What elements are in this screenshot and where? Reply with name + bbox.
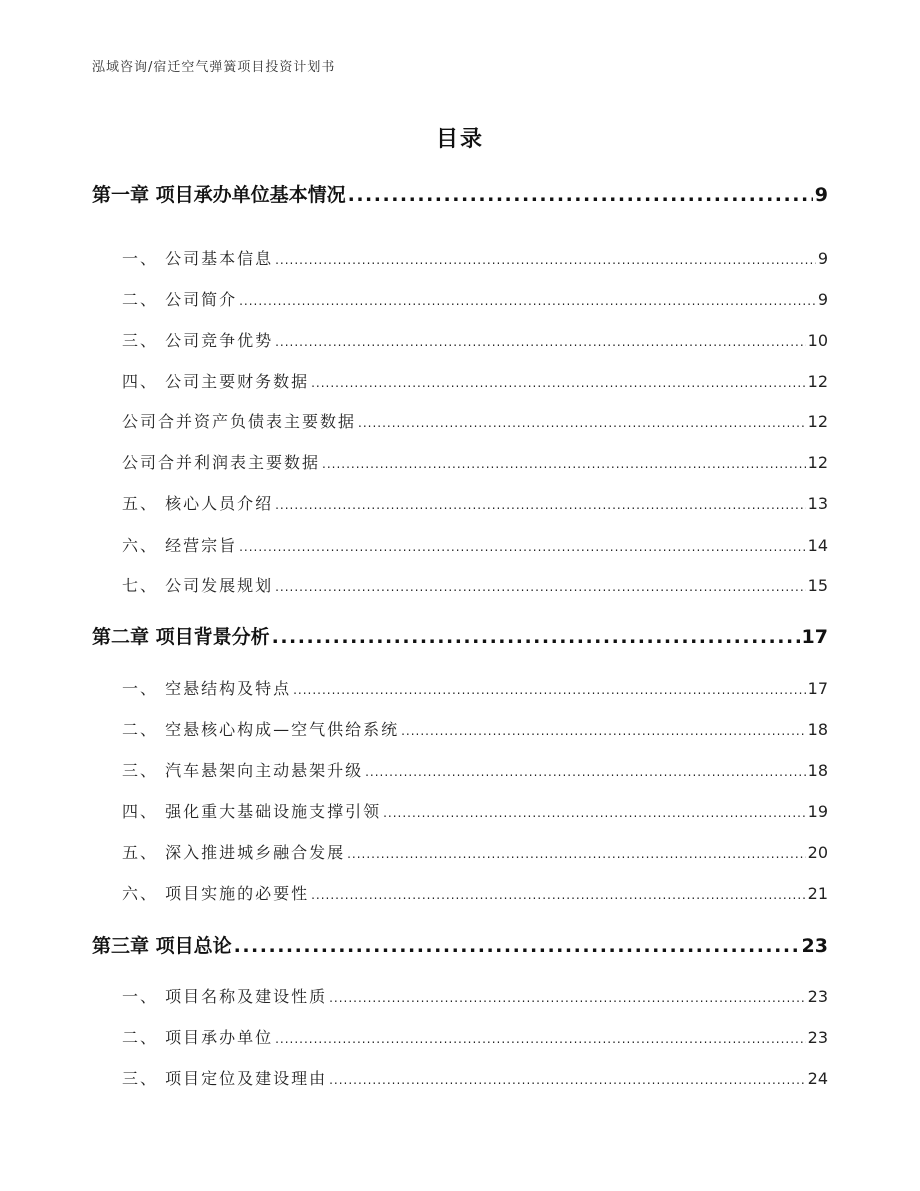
toc-section-entry[interactable] xyxy=(0,881,920,904)
toc-entry-label: 一、 空悬结构及特点 xyxy=(122,679,292,698)
toc-entry-label: 公司合并资产负债表主要数据 xyxy=(122,412,357,431)
toc-entry-label: 三、 项目定位及建设理由 xyxy=(122,1069,328,1088)
toc-entry-label: 四、 强化重大基础设施支撑引领 xyxy=(122,802,382,821)
dot-leader xyxy=(239,540,806,554)
toc-section-entry[interactable] xyxy=(0,758,920,781)
dot-leader xyxy=(311,376,806,390)
toc-entry-label: 二、 空悬核心构成—空气供给系统 xyxy=(122,720,400,739)
toc-page-number: 9 xyxy=(814,184,828,206)
toc-section-entry[interactable] xyxy=(0,676,920,699)
toc-entry-label: 二、 公司简介 xyxy=(122,290,238,309)
toc-page-number: 17 xyxy=(801,626,828,648)
dot-leader xyxy=(272,626,800,648)
dot-leader xyxy=(329,1073,806,1087)
dot-leader xyxy=(347,847,806,861)
toc-page-number: 20 xyxy=(807,843,828,862)
toc-entry-label: 第一章 项目承办单位基本情况 xyxy=(92,184,346,206)
toc-section-entry[interactable] xyxy=(0,573,920,596)
toc-entry-label: 六、 经营宗旨 xyxy=(122,536,238,555)
toc-page-number: 10 xyxy=(807,331,828,350)
toc-page-number: 12 xyxy=(807,412,828,431)
toc-page-number: 23 xyxy=(801,935,828,957)
toc-page-number: 15 xyxy=(807,576,828,595)
toc-page-number: 18 xyxy=(807,761,828,780)
dot-leader xyxy=(275,580,806,594)
dot-leader xyxy=(234,935,800,957)
dot-leader xyxy=(275,498,806,512)
dot-leader xyxy=(322,457,806,471)
toc-page-number: 24 xyxy=(807,1069,828,1088)
toc-section-entry[interactable] xyxy=(0,369,920,392)
toc-section-entry[interactable] xyxy=(0,533,920,556)
toc-page-number: 14 xyxy=(807,536,828,555)
toc-section-entry[interactable] xyxy=(0,1066,920,1089)
toc-entry-label: 四、 公司主要财务数据 xyxy=(122,372,310,391)
toc-page-number: 18 xyxy=(807,720,828,739)
toc-section-entry[interactable] xyxy=(0,717,920,740)
toc-page-number: 13 xyxy=(807,494,828,513)
dot-leader xyxy=(401,724,806,738)
dot-leader xyxy=(275,253,816,267)
dot-leader xyxy=(329,991,806,1005)
dot-leader xyxy=(275,1032,806,1046)
toc-section-entry[interactable] xyxy=(0,246,920,269)
toc-page-number: 9 xyxy=(817,249,828,268)
dot-leader xyxy=(348,184,813,206)
toc-section-entry[interactable] xyxy=(0,984,920,1007)
toc-page-number: 9 xyxy=(817,290,828,309)
toc-chapter-entry[interactable] xyxy=(0,931,920,958)
toc-entry-label: 三、 汽车悬架向主动悬架升级 xyxy=(122,761,364,780)
toc-entry-label: 一、 公司基本信息 xyxy=(122,249,274,268)
dot-leader xyxy=(239,294,816,308)
toc-section-entry[interactable] xyxy=(0,1025,920,1048)
toc-page-number: 19 xyxy=(807,802,828,821)
toc-entry-label: 三、 公司竞争优势 xyxy=(122,331,274,350)
dot-leader xyxy=(365,765,806,779)
toc-section-entry[interactable] xyxy=(0,840,920,863)
toc-section-entry[interactable] xyxy=(0,799,920,822)
toc-entry-label: 一、 项目名称及建设性质 xyxy=(122,987,328,1006)
toc-page-number: 21 xyxy=(807,884,828,903)
toc-entry-label: 五、 深入推进城乡融合发展 xyxy=(122,843,346,862)
toc-section-entry[interactable] xyxy=(0,491,920,514)
toc-page-number: 23 xyxy=(807,1028,828,1047)
toc-page-number: 12 xyxy=(807,372,828,391)
toc-entry-label: 五、 核心人员介绍 xyxy=(122,494,274,513)
toc-entry-label: 七、 公司发展规划 xyxy=(122,576,274,595)
dot-leader xyxy=(293,683,806,697)
toc-section-entry[interactable] xyxy=(0,450,920,473)
toc-section-entry[interactable] xyxy=(0,409,920,432)
dot-leader xyxy=(383,806,806,820)
toc-entry-label: 第二章 项目背景分析 xyxy=(92,626,270,648)
toc-chapter-entry[interactable] xyxy=(0,622,920,649)
toc-page-number: 12 xyxy=(807,453,828,472)
toc-section-entry[interactable] xyxy=(0,287,920,310)
toc-entry-label: 公司合并利润表主要数据 xyxy=(122,453,321,472)
dot-leader xyxy=(275,335,806,349)
toc-chapter-entry[interactable] xyxy=(0,180,920,207)
toc-page-number: 23 xyxy=(807,987,828,1006)
toc-page-number: 17 xyxy=(807,679,828,698)
toc-entry-label: 六、 项目实施的必要性 xyxy=(122,884,310,903)
toc-entry-label: 第三章 项目总论 xyxy=(92,935,232,957)
toc-title: 目录 xyxy=(435,127,484,152)
dot-leader xyxy=(358,416,806,430)
toc-section-entry[interactable] xyxy=(0,328,920,351)
toc-entry-label: 二、 项目承办单位 xyxy=(122,1028,274,1047)
dot-leader xyxy=(311,888,806,902)
running-header: 泓域咨询/宿迁空气弹簧项目投资计划书 xyxy=(92,60,336,75)
